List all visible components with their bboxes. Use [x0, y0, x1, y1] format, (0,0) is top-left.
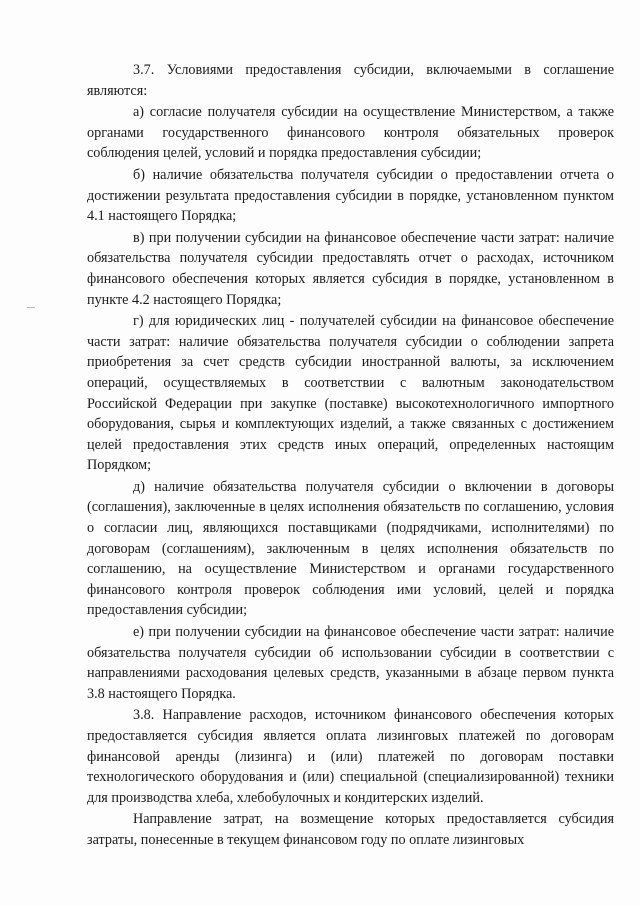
- paragraph-3-8: 3.8. Направление расходов, источником финансового обеспечения которых предоставляется субсидия является оплата лизинговых платежей по договорам финансовой аренды (лизинга) и (или) платежей по договорам поставки технологического оборудования и (или) специальной (специализированной) техники для производства хлеба, хлебобулочных и кондитерских изделий.: [87, 707, 614, 806]
- paragraph-item-a: а) согласие получателя субсидии на осуществление Министерством, а также органами государственного финансового контроля обязательных проверок соблюдения целей, условий и порядка предоставления субсидии;: [87, 104, 614, 162]
- document-body: [87, 60, 614, 851]
- paragraph-item-b: б) наличие обязательства получателя субсидии о предоставлении отчета о достижении результата предоставления субсидии в порядке, установленном пунктом 4.1 настоящего Порядка;: [87, 166, 614, 225]
- paragraph-3-7-intro: 3.7. Условиями предоставления субсидии, включаемыми в соглашение являются:: [87, 62, 614, 99]
- paragraph-item-d: д) наличие обязательства получателя субсидии о включении в договоры (соглашения), заключенные в целях исполнения обязательств по соглашению, условия о согласии лиц, являющихся поставщиками (подрядчиками, исполнителями) по договорам (соглашениям), заключенным в целях исполнения обязательств по соглашению, на осуществление Министерством и органами государственного финансового контроля проверок соблюдения ими условий, целей и порядка предоставления субсидии;: [87, 478, 614, 619]
- paragraph-item-g: г) для юридических лиц - получателей субсидии на финансовое обеспечение части затрат: наличие обязательства получателя субсидии о соблюдении запрета приобретения за счет средств субсидии иностранной валюты, за исключением операций, осуществляемых в соответствии с валютным законодательством Российской Федерации при закупке (поставке) высокотехнологичного импортного оборудования, сырья и комплектующих изделий, а также связанных с достижением целей предоставления этих средств иных операций, определенных настоящим Порядком;: [87, 313, 614, 474]
- paragraph-item-v: в) при получении субсидии на финансовое обеспечение части затрат: наличие обязательства получателя субсидии предоставлять отчет о расходах, источником финансового обеспечения которых является субсидия в порядке, установленном в пункте 4.2 настоящего Порядка;: [87, 229, 614, 308]
- margin-mark: [27, 307, 35, 308]
- paragraph-expenses-direction: Направление затрат, на возмещение которых предоставляется субсидия затраты, понесенные в текущем финансовом году по оплате лизинговых: [87, 811, 614, 848]
- paragraph-item-e: е) при получении субсидии на финансовое обеспечение части затрат: наличие обязательства получателя субсидии об использовании субсидии в соответствии с направлениями расходования целевых средств, указанными в абзаце первом пункта 3.8 настоящего Порядка.: [87, 624, 614, 702]
